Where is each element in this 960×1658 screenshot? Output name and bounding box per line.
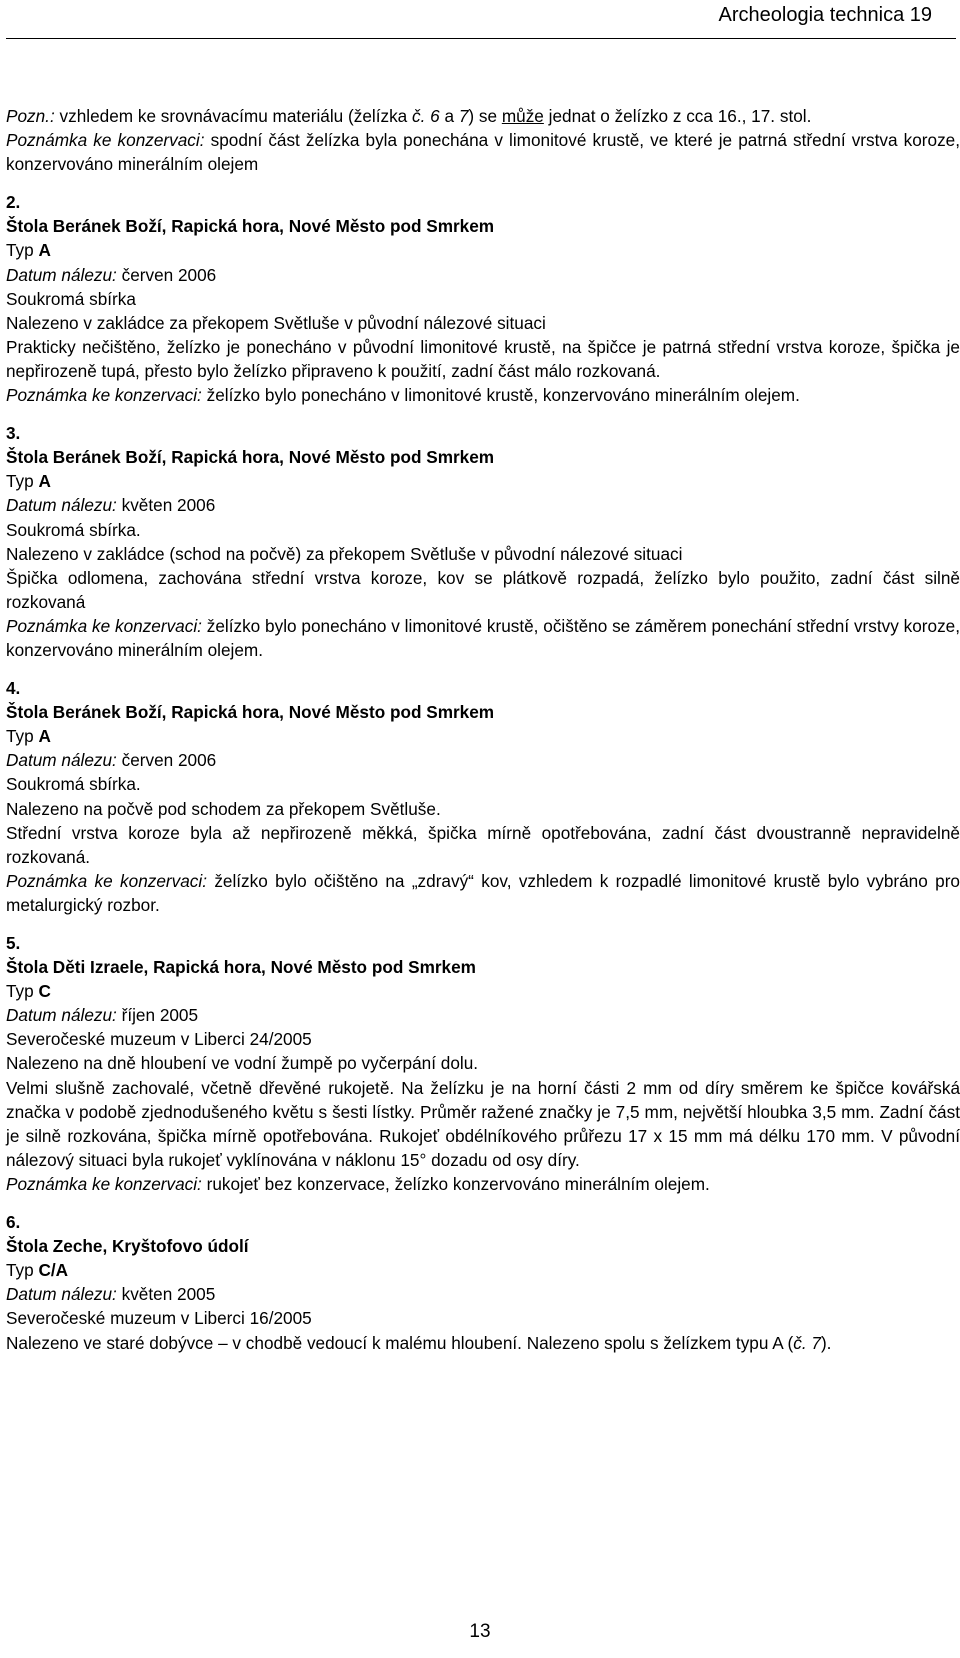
item-type: Typ C/A — [6, 1260, 69, 1281]
item-type: Typ A — [6, 471, 51, 492]
pozn-paragraph: Pozn.: vzhledem ke srovnávacímu materiálu (želízka č. 6 a 7) se může jednat o želízko z cca 16., 17. stol. — [6, 106, 812, 126]
item-number: 2. — [6, 192, 21, 213]
item-found: Nalezeno na počvě pod schodem za překopem Světluše. — [6, 798, 441, 819]
item-type: Typ C — [6, 981, 51, 1002]
item-collection: Soukromá sbírka — [6, 288, 136, 309]
item-number: 4. — [6, 678, 21, 699]
item-collection: Severočeské muzeum v Liberci 24/2005 — [6, 1029, 312, 1050]
catalog-item — [6, 931, 960, 1196]
intro-note — [6, 104, 960, 176]
konz-label: Poznámka ke konzervaci: — [6, 130, 205, 151]
item-date: Datum nálezu: červen 2006 — [6, 264, 217, 285]
item-site: Štola Beránek Boží, Rapická hora, Nové Město pod Smrkem — [6, 447, 495, 468]
item-site: Štola Beránek Boží, Rapická hora, Nové Město pod Smrkem — [6, 216, 495, 237]
catalog-item — [6, 676, 960, 917]
item-found: Nalezeno v zakládce za překopem Světluše v původní nálezové situaci — [6, 312, 546, 333]
catalog-item — [6, 190, 960, 407]
item-konz: Poznámka ke konzervaci: želízko bylo očištěno na „zdravý“ kov, vzhledem k rozpadlé limonitové krustě bylo vybráno pro metalurgický rozbor. — [6, 870, 960, 915]
running-header — [0, 0, 960, 42]
item-description: Velmi slušně zachovalé, včetně dřevěné rukojetě. Na želízku je na horní části 2 mm od díry směrem ke špičce kovářská značka v podobě zjednodušeného květu s šesti lístky. Průměr ražené značky je 7,5 mm, největší hloubka 3,5 mm. Zadní část je silně rozkována, špička mírně opotřebována. Rukojeť obdélníkového průřezu 17 x 15 mm má délku 170 mm. V původní nálezový situaci byla rukojeť vyklínována v náklonu 15° dozadu od osy díry. — [6, 1077, 960, 1170]
page-number: 13 — [469, 1621, 491, 1642]
item-date: Datum nálezu: červen 2006 — [6, 750, 217, 771]
item-number: 6. — [6, 1212, 21, 1233]
item-description: Střední vrstva koroze byla až nepřirozeně měkká, špička mírně opotřebována, zadní část dvoustranně nepravidelně rozkovaná. — [6, 822, 960, 867]
item-type: Typ A — [6, 240, 51, 261]
page-content — [6, 104, 960, 1355]
item-collection: Soukromá sbírka. — [6, 774, 141, 795]
pozn-label: Pozn.: — [6, 106, 55, 126]
item-found: Nalezeno na dně hloubení ve vodní žumpě po vyčerpání dolu. — [6, 1053, 479, 1074]
item-date: Datum nálezu: říjen 2005 — [6, 1005, 199, 1026]
item-konz: Poznámka ke konzervaci: želízko bylo ponecháno v limonitové krustě, konzervováno minerálním olejem. — [6, 385, 800, 406]
header-rule — [6, 38, 956, 39]
item-collection: Severočeské muzeum v Liberci 16/2005 — [6, 1308, 312, 1329]
item-number: 3. — [6, 423, 21, 444]
item-date: Datum nálezu: květen 2005 — [6, 1284, 216, 1305]
item-found: Nalezeno ve staré dobývce – v chodbě vedoucí k malému hloubení. Nalezeno spolu s želízkem typu A (č. 7). — [6, 1332, 832, 1353]
item-konz: Poznámka ke konzervaci: želízko bylo ponecháno v limonitové krustě, očištěno se záměrem ponechání střední vrstvy koroze, konzervováno minerálním olejem. — [6, 615, 960, 660]
catalog-item — [6, 421, 960, 662]
catalog-item — [6, 1210, 960, 1355]
item-found: Nalezeno v zakládce (schod na počvě) za překopem Světluše v původní nálezové situaci — [6, 543, 683, 564]
item-site: Štola Beránek Boží, Rapická hora, Nové Město pod Smrkem — [6, 702, 495, 723]
item-number: 5. — [6, 933, 21, 953]
item-type: Typ A — [6, 726, 51, 747]
item-date: Datum nálezu: květen 2006 — [6, 495, 216, 516]
journal-title: Archeologia technica 19 — [718, 4, 932, 26]
item-konz: Poznámka ke konzervaci: rukojeť bez konzervace, želízko konzervováno minerálním olejem. — [6, 1173, 710, 1194]
item-description: Prakticky nečištěno, želízko je ponecháno v původní limonitové krustě, na špičce je patrná střední vrstva koroze, špička je nepřirozeně tupá, přesto bylo želízko připraveno k použití, zadní část málo rozkovaná. — [6, 336, 960, 381]
intro-konz-paragraph: Poznámka ke konzervaci: spodní část želízka byla ponechána v limonitové krustě, ve které je patrná střední vrstva koroze, konzervováno minerálním olejem — [6, 130, 960, 175]
item-site: Štola Děti Izraele, Rapická hora, Nové Město pod Smrkem — [6, 957, 476, 978]
item-description: Špička odlomena, zachována střední vrstva koroze, kov se plátkově rozpadá, želízko bylo použito, zadní část silně rozkovaná — [6, 567, 960, 612]
item-site: Štola Zeche, Kryštofovo údolí — [6, 1236, 249, 1257]
item-collection: Soukromá sbírka. — [6, 519, 141, 540]
